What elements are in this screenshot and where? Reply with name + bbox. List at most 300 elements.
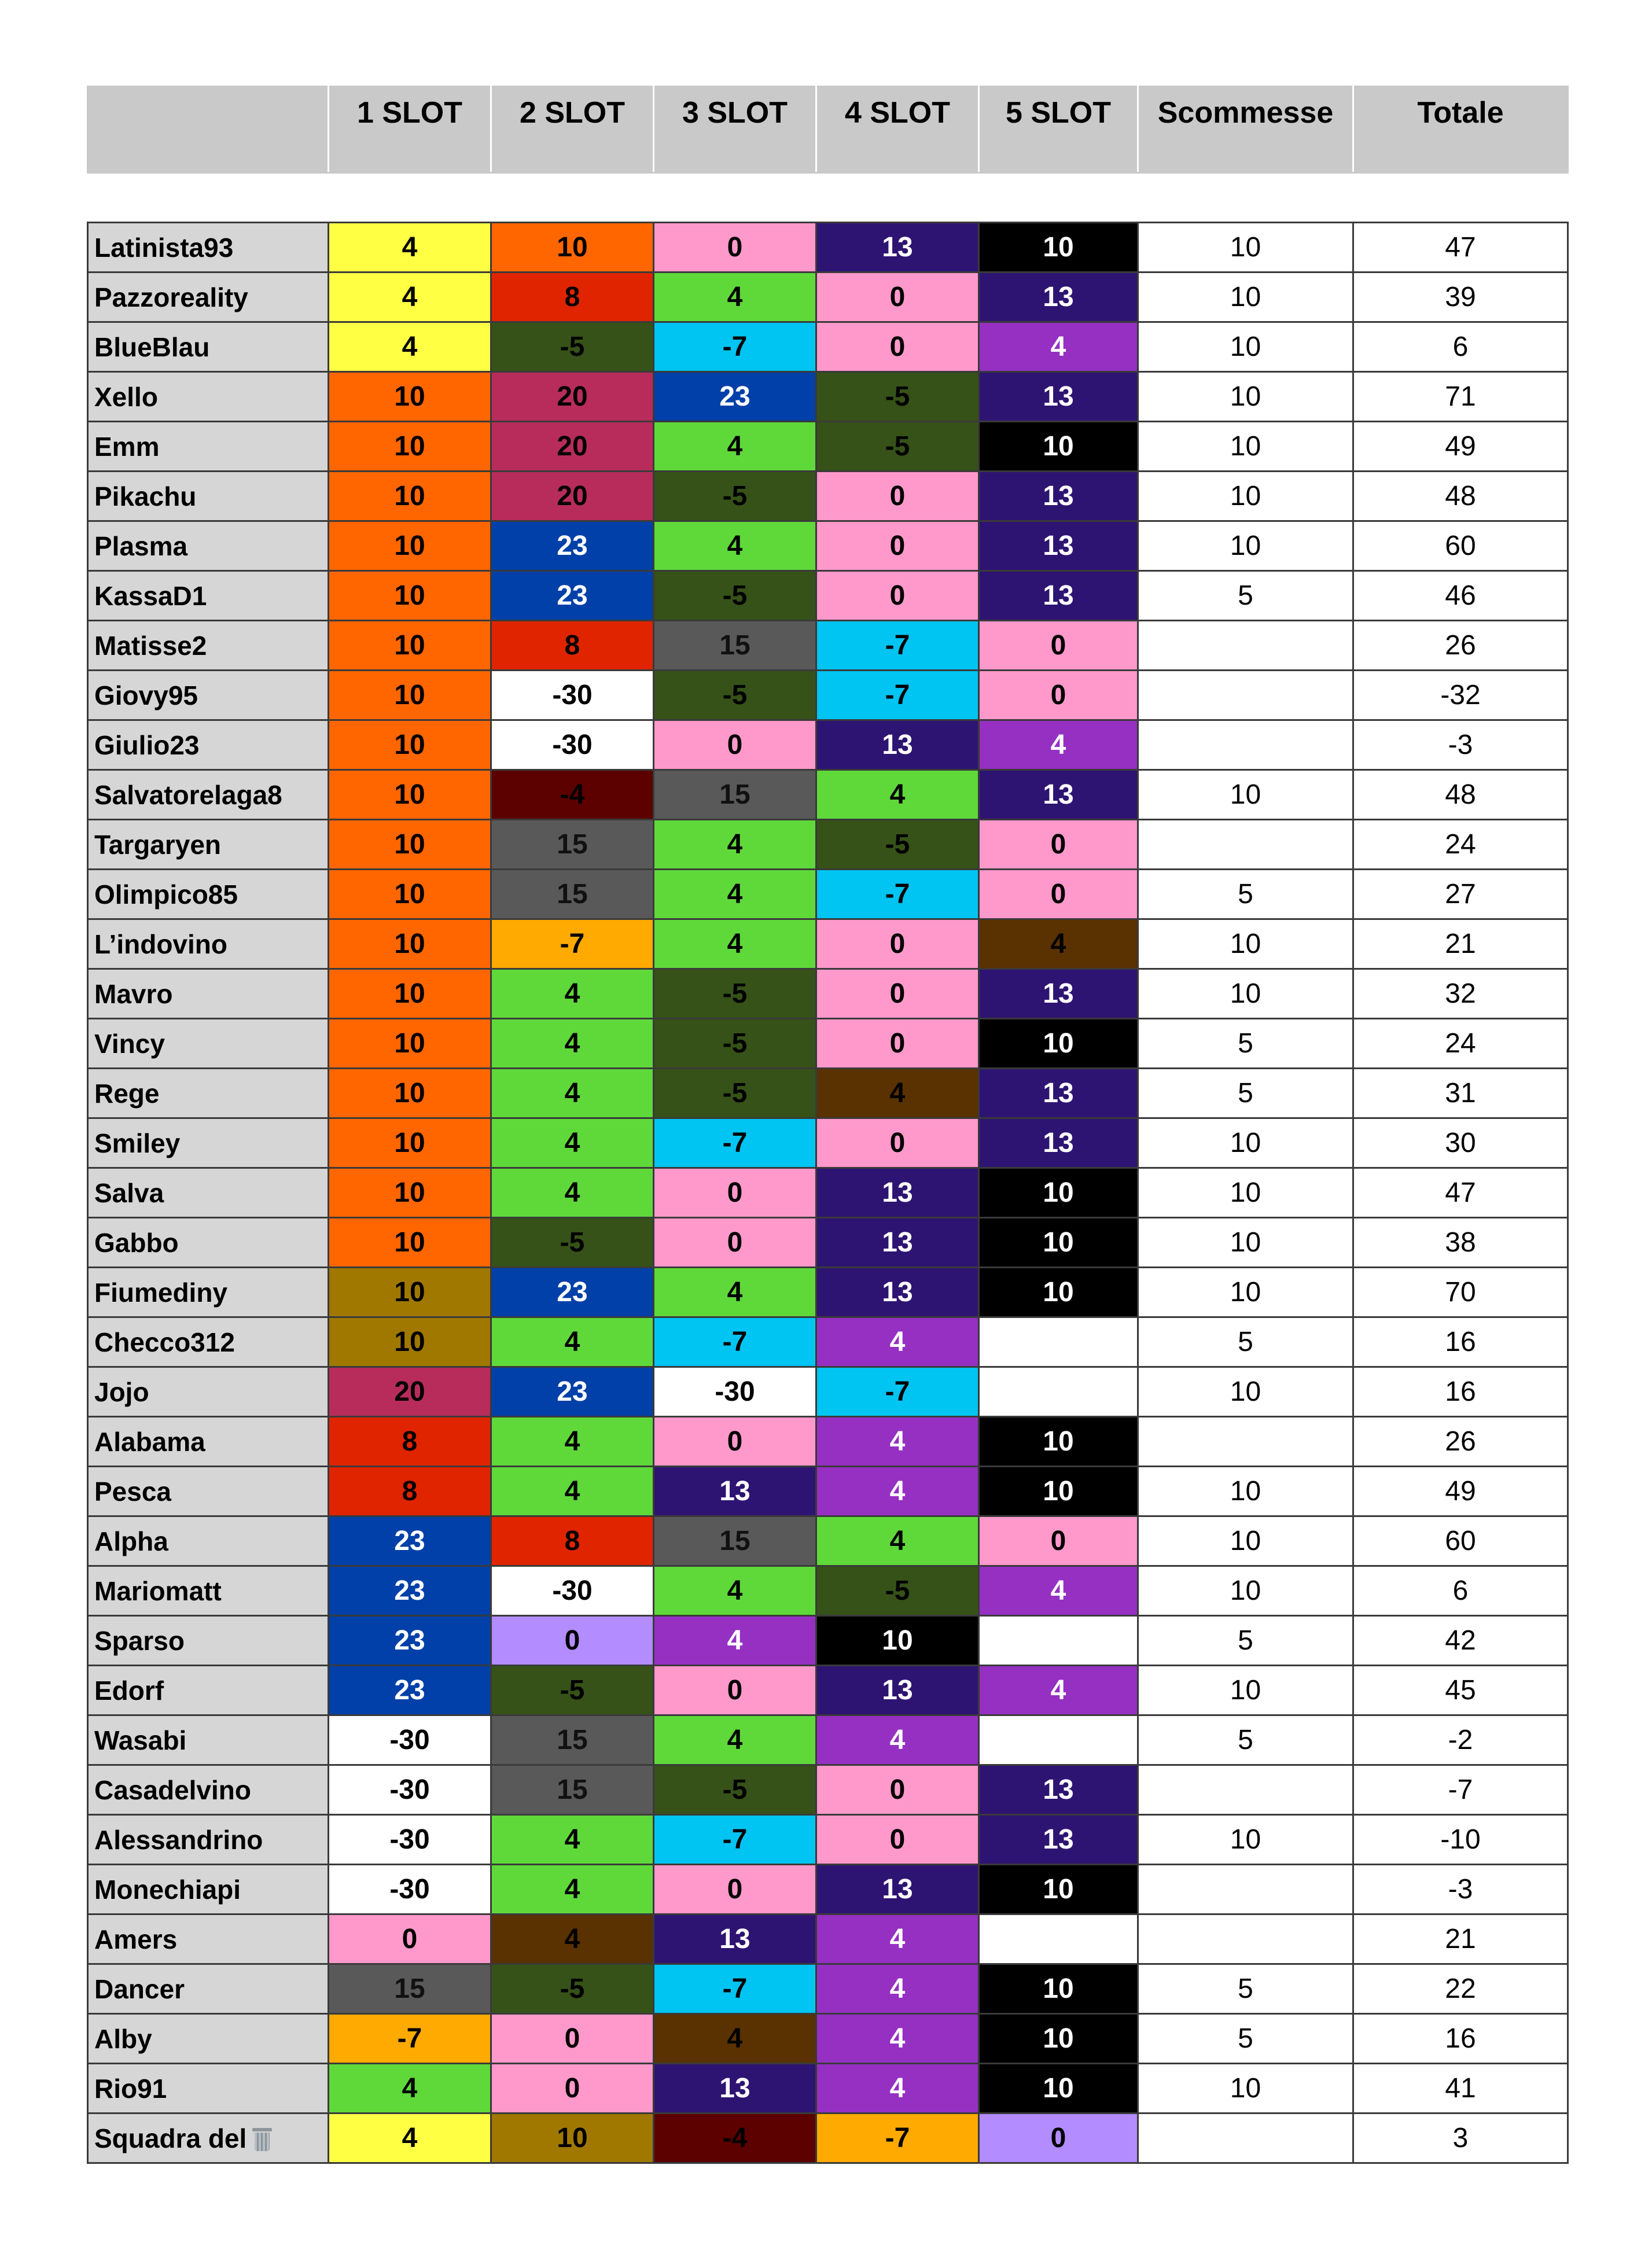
table-row	[88, 1765, 1568, 1815]
slot-1-cell: 10	[329, 969, 491, 1019]
totale-cell: -3	[1353, 1865, 1568, 1914]
slot-4-cell: -5	[816, 1566, 979, 1616]
player-name-cell	[88, 2064, 329, 2114]
slot-5-cell: 13	[979, 1815, 1138, 1865]
slot-5-cell	[979, 1317, 1138, 1367]
scommesse-cell	[1138, 1865, 1353, 1914]
slot-1-cell: 10	[329, 1019, 491, 1069]
slot-5-cell: 0	[979, 870, 1138, 919]
slot-3-cell: 4	[654, 273, 816, 322]
slot-1-cell: 20	[329, 1367, 491, 1417]
scommesse-cell: 10	[1138, 1218, 1353, 1268]
slot-1-cell: 10	[329, 770, 491, 820]
slot-1-cell: 8	[329, 1417, 491, 1467]
scommesse-cell: 10	[1138, 2064, 1353, 2114]
player-name-cell	[88, 422, 329, 472]
slot-4-cell: 4	[816, 2064, 979, 2114]
slot-4-cell: 4	[816, 1715, 979, 1765]
slot-2-cell: -7	[491, 919, 654, 969]
scommesse-cell: 5	[1138, 1069, 1353, 1118]
slot-2-cell: 15	[491, 1715, 654, 1765]
player-name-cell	[88, 1566, 329, 1616]
player-name-cell	[88, 1964, 329, 2014]
slot-2-cell: -30	[491, 720, 654, 770]
slot-2-cell: -30	[491, 1566, 654, 1616]
totale-cell: 6	[1353, 322, 1568, 372]
slot-5-cell: 10	[979, 1865, 1138, 1914]
slot-4-cell: 4	[816, 1069, 979, 1118]
header-slot-1: 1 SLOT	[329, 87, 491, 173]
player-name: Casadelvino	[94, 1774, 251, 1805]
slot-4-cell: 13	[816, 1666, 979, 1715]
slot-2-cell: -5	[491, 322, 654, 372]
player-name: Monechiapi	[94, 1874, 241, 1905]
scommesse-cell: 5	[1138, 1616, 1353, 1666]
spacer-cell	[88, 173, 329, 223]
slot-1-cell: 10	[329, 621, 491, 671]
slot-4-cell: 13	[816, 1865, 979, 1914]
player-name: Vincy	[94, 1028, 165, 1059]
slot-1-cell: 23	[329, 1516, 491, 1566]
scommesse-cell	[1138, 820, 1353, 870]
slot-4-cell: 0	[816, 1019, 979, 1069]
slot-5-cell	[979, 1715, 1138, 1765]
slot-1-cell: 10	[329, 870, 491, 919]
player-name: Giulio23	[94, 730, 200, 760]
table-row	[88, 1815, 1568, 1865]
slot-3-cell: 13	[654, 1467, 816, 1516]
slot-4-cell: 13	[816, 720, 979, 770]
totale-cell: 60	[1353, 1516, 1568, 1566]
slot-2-cell: -30	[491, 671, 654, 720]
player-name-cell	[88, 621, 329, 671]
header-name	[88, 87, 329, 173]
totale-cell: 70	[1353, 1268, 1568, 1317]
slot-2-cell: 8	[491, 1516, 654, 1566]
slot-1-cell: 10	[329, 720, 491, 770]
header-slot-2: 2 SLOT	[491, 87, 654, 173]
player-name-cell	[88, 273, 329, 322]
table-row	[88, 820, 1568, 870]
table-row	[88, 870, 1568, 919]
player-name-cell	[88, 571, 329, 621]
slot-1-cell: 0	[329, 1914, 491, 1964]
player-name-cell	[88, 223, 329, 273]
trash-can-icon	[252, 2128, 272, 2151]
slot-3-cell: 0	[654, 1168, 816, 1218]
table-body	[88, 173, 1568, 2163]
slot-5-cell: 4	[979, 1566, 1138, 1616]
player-name: Mavro	[94, 978, 173, 1009]
totale-cell: 21	[1353, 1914, 1568, 1964]
slot-3-cell: -5	[654, 969, 816, 1019]
slot-3-cell: 15	[654, 621, 816, 671]
slot-3-cell: 0	[654, 1865, 816, 1914]
slot-3-cell: -7	[654, 1964, 816, 2014]
totale-cell: 41	[1353, 2064, 1568, 2114]
scommesse-cell: 5	[1138, 1317, 1353, 1367]
slot-2-cell: 20	[491, 422, 654, 472]
slot-1-cell: 4	[329, 273, 491, 322]
player-name: Smiley	[94, 1128, 181, 1158]
player-name-cell	[88, 1666, 329, 1715]
player-name-cell	[88, 1815, 329, 1865]
player-name: Dancer	[94, 1973, 185, 2004]
player-name: Plasma	[94, 531, 188, 561]
scommesse-cell: 10	[1138, 1815, 1353, 1865]
slot-2-cell: 15	[491, 820, 654, 870]
slot-5-cell: 10	[979, 2064, 1138, 2114]
slot-4-cell: 0	[816, 521, 979, 571]
header-row	[88, 87, 1568, 173]
spacer-cell	[816, 173, 979, 223]
slot-3-cell: 23	[654, 372, 816, 422]
table-row	[88, 1964, 1568, 2014]
slot-1-cell: -30	[329, 1765, 491, 1815]
player-name-cell	[88, 671, 329, 720]
scommesse-cell	[1138, 720, 1353, 770]
slot-5-cell	[979, 1616, 1138, 1666]
totale-cell: 22	[1353, 1964, 1568, 2014]
player-name-cell	[88, 820, 329, 870]
slot-1-cell: 15	[329, 1964, 491, 2014]
player-name: Pesca	[94, 1476, 172, 1507]
slot-5-cell: 10	[979, 1019, 1138, 1069]
totale-cell: 39	[1353, 273, 1568, 322]
player-name-cell	[88, 969, 329, 1019]
slot-4-cell: 4	[816, 1964, 979, 2014]
slot-4-cell: -5	[816, 422, 979, 472]
table-row	[88, 1715, 1568, 1765]
slot-4-cell: -7	[816, 1367, 979, 1417]
slot-1-cell: 8	[329, 1467, 491, 1516]
slot-4-cell: -5	[816, 372, 979, 422]
slot-1-cell: 10	[329, 1218, 491, 1268]
slot-1-cell: 10	[329, 919, 491, 969]
slot-4-cell: -7	[816, 2114, 979, 2163]
header-slot-3: 3 SLOT	[654, 87, 816, 173]
scommesse-cell	[1138, 621, 1353, 671]
table-row	[88, 1118, 1568, 1168]
totale-cell: 60	[1353, 521, 1568, 571]
player-name: Salvatorelaga8	[94, 779, 282, 810]
slot-5-cell: 10	[979, 1218, 1138, 1268]
totale-cell: 47	[1353, 223, 1568, 273]
player-name: Alpha	[94, 1526, 168, 1556]
slot-1-cell: 10	[329, 671, 491, 720]
slot-3-cell: 4	[654, 2014, 816, 2064]
table-row	[88, 1417, 1568, 1467]
slot-5-cell: 10	[979, 1168, 1138, 1218]
spacer-cell	[329, 173, 491, 223]
slot-1-cell: 4	[329, 322, 491, 372]
slot-2-cell: -5	[491, 1666, 654, 1715]
spacer-cell	[1138, 173, 1353, 223]
slot-5-cell: 4	[979, 322, 1138, 372]
slot-3-cell: 4	[654, 1616, 816, 1666]
spacer-cell	[1353, 173, 1568, 223]
scommesse-cell: 10	[1138, 1666, 1353, 1715]
slot-5-cell: 13	[979, 770, 1138, 820]
slot-4-cell: 0	[816, 571, 979, 621]
player-name-cell	[88, 1467, 329, 1516]
slot-3-cell: 0	[654, 1666, 816, 1715]
player-name: Squadra del	[94, 2123, 247, 2153]
slot-3-cell: 4	[654, 422, 816, 472]
slot-3-cell: 15	[654, 770, 816, 820]
totale-cell: 46	[1353, 571, 1568, 621]
player-name-cell	[88, 2014, 329, 2064]
slot-5-cell: 13	[979, 372, 1138, 422]
table-row	[88, 621, 1568, 671]
player-name-cell	[88, 870, 329, 919]
table-row	[88, 1566, 1568, 1616]
scommesse-cell: 10	[1138, 521, 1353, 571]
player-name: Jojo	[94, 1376, 149, 1407]
totale-cell: -7	[1353, 1765, 1568, 1815]
player-name: Pazzoreality	[94, 282, 248, 312]
slot-4-cell: 13	[816, 1168, 979, 1218]
totale-cell: 42	[1353, 1616, 1568, 1666]
slot-2-cell: 20	[491, 372, 654, 422]
scommesse-cell: 10	[1138, 919, 1353, 969]
scommesse-cell: 10	[1138, 422, 1353, 472]
player-name: Checco312	[94, 1327, 235, 1357]
scommesse-cell: 10	[1138, 1268, 1353, 1317]
slot-1-cell: 10	[329, 472, 491, 521]
player-name-cell	[88, 372, 329, 422]
slot-2-cell: -5	[491, 1964, 654, 2014]
table-row	[88, 1666, 1568, 1715]
player-name: Sparso	[94, 1625, 185, 1656]
table-row	[88, 1467, 1568, 1516]
slot-5-cell: 13	[979, 1118, 1138, 1168]
slot-3-cell: -30	[654, 1367, 816, 1417]
table-row	[88, 1516, 1568, 1566]
slot-2-cell: -4	[491, 770, 654, 820]
slot-3-cell: 4	[654, 1715, 816, 1765]
slot-2-cell: 23	[491, 571, 654, 621]
scommesse-cell: 10	[1138, 223, 1353, 273]
slot-5-cell: 10	[979, 1964, 1138, 2014]
slot-2-cell: 23	[491, 1268, 654, 1317]
slot-2-cell: 4	[491, 1467, 654, 1516]
slot-5-cell: 13	[979, 521, 1138, 571]
slot-1-cell: -30	[329, 1815, 491, 1865]
player-name: Rio91	[94, 2073, 167, 2104]
totale-cell: 3	[1353, 2114, 1568, 2163]
slot-4-cell: 13	[816, 1218, 979, 1268]
scommesse-cell: 10	[1138, 273, 1353, 322]
slot-5-cell: 0	[979, 820, 1138, 870]
player-name: Edorf	[94, 1675, 164, 1706]
scommesse-cell: 5	[1138, 1964, 1353, 2014]
slot-1-cell: 23	[329, 1566, 491, 1616]
slot-3-cell: -7	[654, 1118, 816, 1168]
slot-5-cell: 4	[979, 919, 1138, 969]
player-name: Fiumediny	[94, 1277, 228, 1308]
player-name-cell	[88, 919, 329, 969]
scommesse-cell	[1138, 1765, 1353, 1815]
totale-cell: 38	[1353, 1218, 1568, 1268]
header-slot-5: 5 SLOT	[979, 87, 1138, 173]
slot-2-cell: 4	[491, 1317, 654, 1367]
slot-3-cell: 4	[654, 1268, 816, 1317]
table-row	[88, 1317, 1568, 1367]
table-row	[88, 720, 1568, 770]
slot-2-cell: 10	[491, 2114, 654, 2163]
scommesse-cell	[1138, 671, 1353, 720]
slot-5-cell: 4	[979, 720, 1138, 770]
totale-cell: 24	[1353, 820, 1568, 870]
player-name-cell	[88, 1168, 329, 1218]
scommesse-cell: 5	[1138, 870, 1353, 919]
player-name: Alabama	[94, 1426, 205, 1457]
slot-1-cell: -30	[329, 1865, 491, 1914]
player-name-cell	[88, 1914, 329, 1964]
slot-2-cell: 23	[491, 1367, 654, 1417]
slot-2-cell: 4	[491, 1417, 654, 1467]
table-row	[88, 1069, 1568, 1118]
slot-2-cell: 8	[491, 621, 654, 671]
scommesse-cell: 5	[1138, 571, 1353, 621]
totale-cell: 26	[1353, 621, 1568, 671]
player-name: Gabbo	[94, 1227, 179, 1258]
slot-1-cell: 10	[329, 372, 491, 422]
totale-cell: -32	[1353, 671, 1568, 720]
slot-2-cell: 4	[491, 1168, 654, 1218]
totale-cell: 49	[1353, 1467, 1568, 1516]
slot-3-cell: -5	[654, 472, 816, 521]
player-name: Rege	[94, 1078, 160, 1109]
slot-3-cell: 13	[654, 2064, 816, 2114]
totale-cell: 26	[1353, 1417, 1568, 1467]
slot-5-cell: 10	[979, 1268, 1138, 1317]
slot-3-cell: 4	[654, 521, 816, 571]
slot-4-cell: -7	[816, 621, 979, 671]
slot-4-cell: 0	[816, 1815, 979, 1865]
totale-cell: 71	[1353, 372, 1568, 422]
totale-cell: 31	[1353, 1069, 1568, 1118]
slot-2-cell: 10	[491, 223, 654, 273]
player-name: BlueBlau	[94, 332, 210, 362]
slot-2-cell: 8	[491, 273, 654, 322]
scommesse-cell: 5	[1138, 2014, 1353, 2064]
table-row	[88, 223, 1568, 273]
player-name-cell	[88, 1118, 329, 1168]
slot-3-cell: 0	[654, 720, 816, 770]
slot-1-cell: 10	[329, 1317, 491, 1367]
slot-1-cell: 23	[329, 1666, 491, 1715]
table-row	[88, 422, 1568, 472]
spacer-cell	[979, 173, 1138, 223]
slot-4-cell: 4	[816, 2014, 979, 2064]
slot-3-cell: 0	[654, 223, 816, 273]
slot-1-cell: 4	[329, 2114, 491, 2163]
player-name-cell	[88, 770, 329, 820]
slot-3-cell: -5	[654, 1019, 816, 1069]
totale-cell: -3	[1353, 720, 1568, 770]
slot-2-cell: 0	[491, 2064, 654, 2114]
scommesse-cell: 10	[1138, 770, 1353, 820]
player-name: Pikachu	[94, 481, 197, 511]
totale-cell: 47	[1353, 1168, 1568, 1218]
slot-4-cell: 4	[816, 1516, 979, 1566]
slot-4-cell: 4	[816, 1417, 979, 1467]
scommesse-cell: 10	[1138, 1467, 1353, 1516]
table-row	[88, 322, 1568, 372]
header-totale: Totale	[1353, 87, 1568, 173]
player-name-cell	[88, 1317, 329, 1367]
player-name-cell	[88, 1218, 329, 1268]
slot-2-cell: 20	[491, 472, 654, 521]
slot-3-cell: 4	[654, 919, 816, 969]
scommesse-cell: 10	[1138, 472, 1353, 521]
slot-1-cell: 10	[329, 820, 491, 870]
table-row	[88, 1168, 1568, 1218]
slot-1-cell: 23	[329, 1616, 491, 1666]
player-name-cell	[88, 322, 329, 372]
slot-2-cell: 4	[491, 1815, 654, 1865]
slot-2-cell: 15	[491, 1765, 654, 1815]
slot-5-cell: 13	[979, 969, 1138, 1019]
slot-4-cell: 0	[816, 1118, 979, 1168]
table-row	[88, 671, 1568, 720]
slot-5-cell: 13	[979, 273, 1138, 322]
player-name-cell	[88, 521, 329, 571]
player-name-cell	[88, 472, 329, 521]
player-name: Amers	[94, 1924, 178, 1954]
slot-1-cell: 4	[329, 2064, 491, 2114]
table-row	[88, 969, 1568, 1019]
slot-5-cell: 13	[979, 1765, 1138, 1815]
slot-4-cell: 4	[816, 1914, 979, 1964]
player-name-cell	[88, 1069, 329, 1118]
player-name-cell	[88, 1865, 329, 1914]
slot-1-cell: 10	[329, 1118, 491, 1168]
player-name-cell	[88, 1765, 329, 1815]
slot-5-cell: 10	[979, 1467, 1138, 1516]
player-name-cell	[88, 1367, 329, 1417]
totale-cell: 48	[1353, 770, 1568, 820]
slot-3-cell: -5	[654, 571, 816, 621]
slot-5-cell	[979, 1367, 1138, 1417]
player-name: Emm	[94, 431, 160, 462]
player-name-cell	[88, 2114, 329, 2163]
table-row	[88, 1019, 1568, 1069]
slot-5-cell: 10	[979, 1417, 1138, 1467]
slot-3-cell: -5	[654, 1069, 816, 1118]
slot-5-cell: 13	[979, 472, 1138, 521]
player-name: Wasabi	[94, 1725, 187, 1755]
slot-2-cell: 4	[491, 969, 654, 1019]
slot-3-cell: 4	[654, 870, 816, 919]
slot-3-cell: 13	[654, 1914, 816, 1964]
slot-2-cell: 4	[491, 1865, 654, 1914]
player-name-cell	[88, 1715, 329, 1765]
totale-cell: 48	[1353, 472, 1568, 521]
player-name-cell	[88, 1268, 329, 1317]
player-name: Xello	[94, 381, 158, 412]
slot-4-cell: -7	[816, 671, 979, 720]
slot-5-cell: 0	[979, 671, 1138, 720]
slot-5-cell: 10	[979, 2014, 1138, 2064]
score-table	[87, 86, 1569, 2164]
table-row	[88, 2114, 1568, 2163]
slot-1-cell: 10	[329, 1168, 491, 1218]
totale-cell: 49	[1353, 422, 1568, 472]
slot-5-cell: 13	[979, 571, 1138, 621]
